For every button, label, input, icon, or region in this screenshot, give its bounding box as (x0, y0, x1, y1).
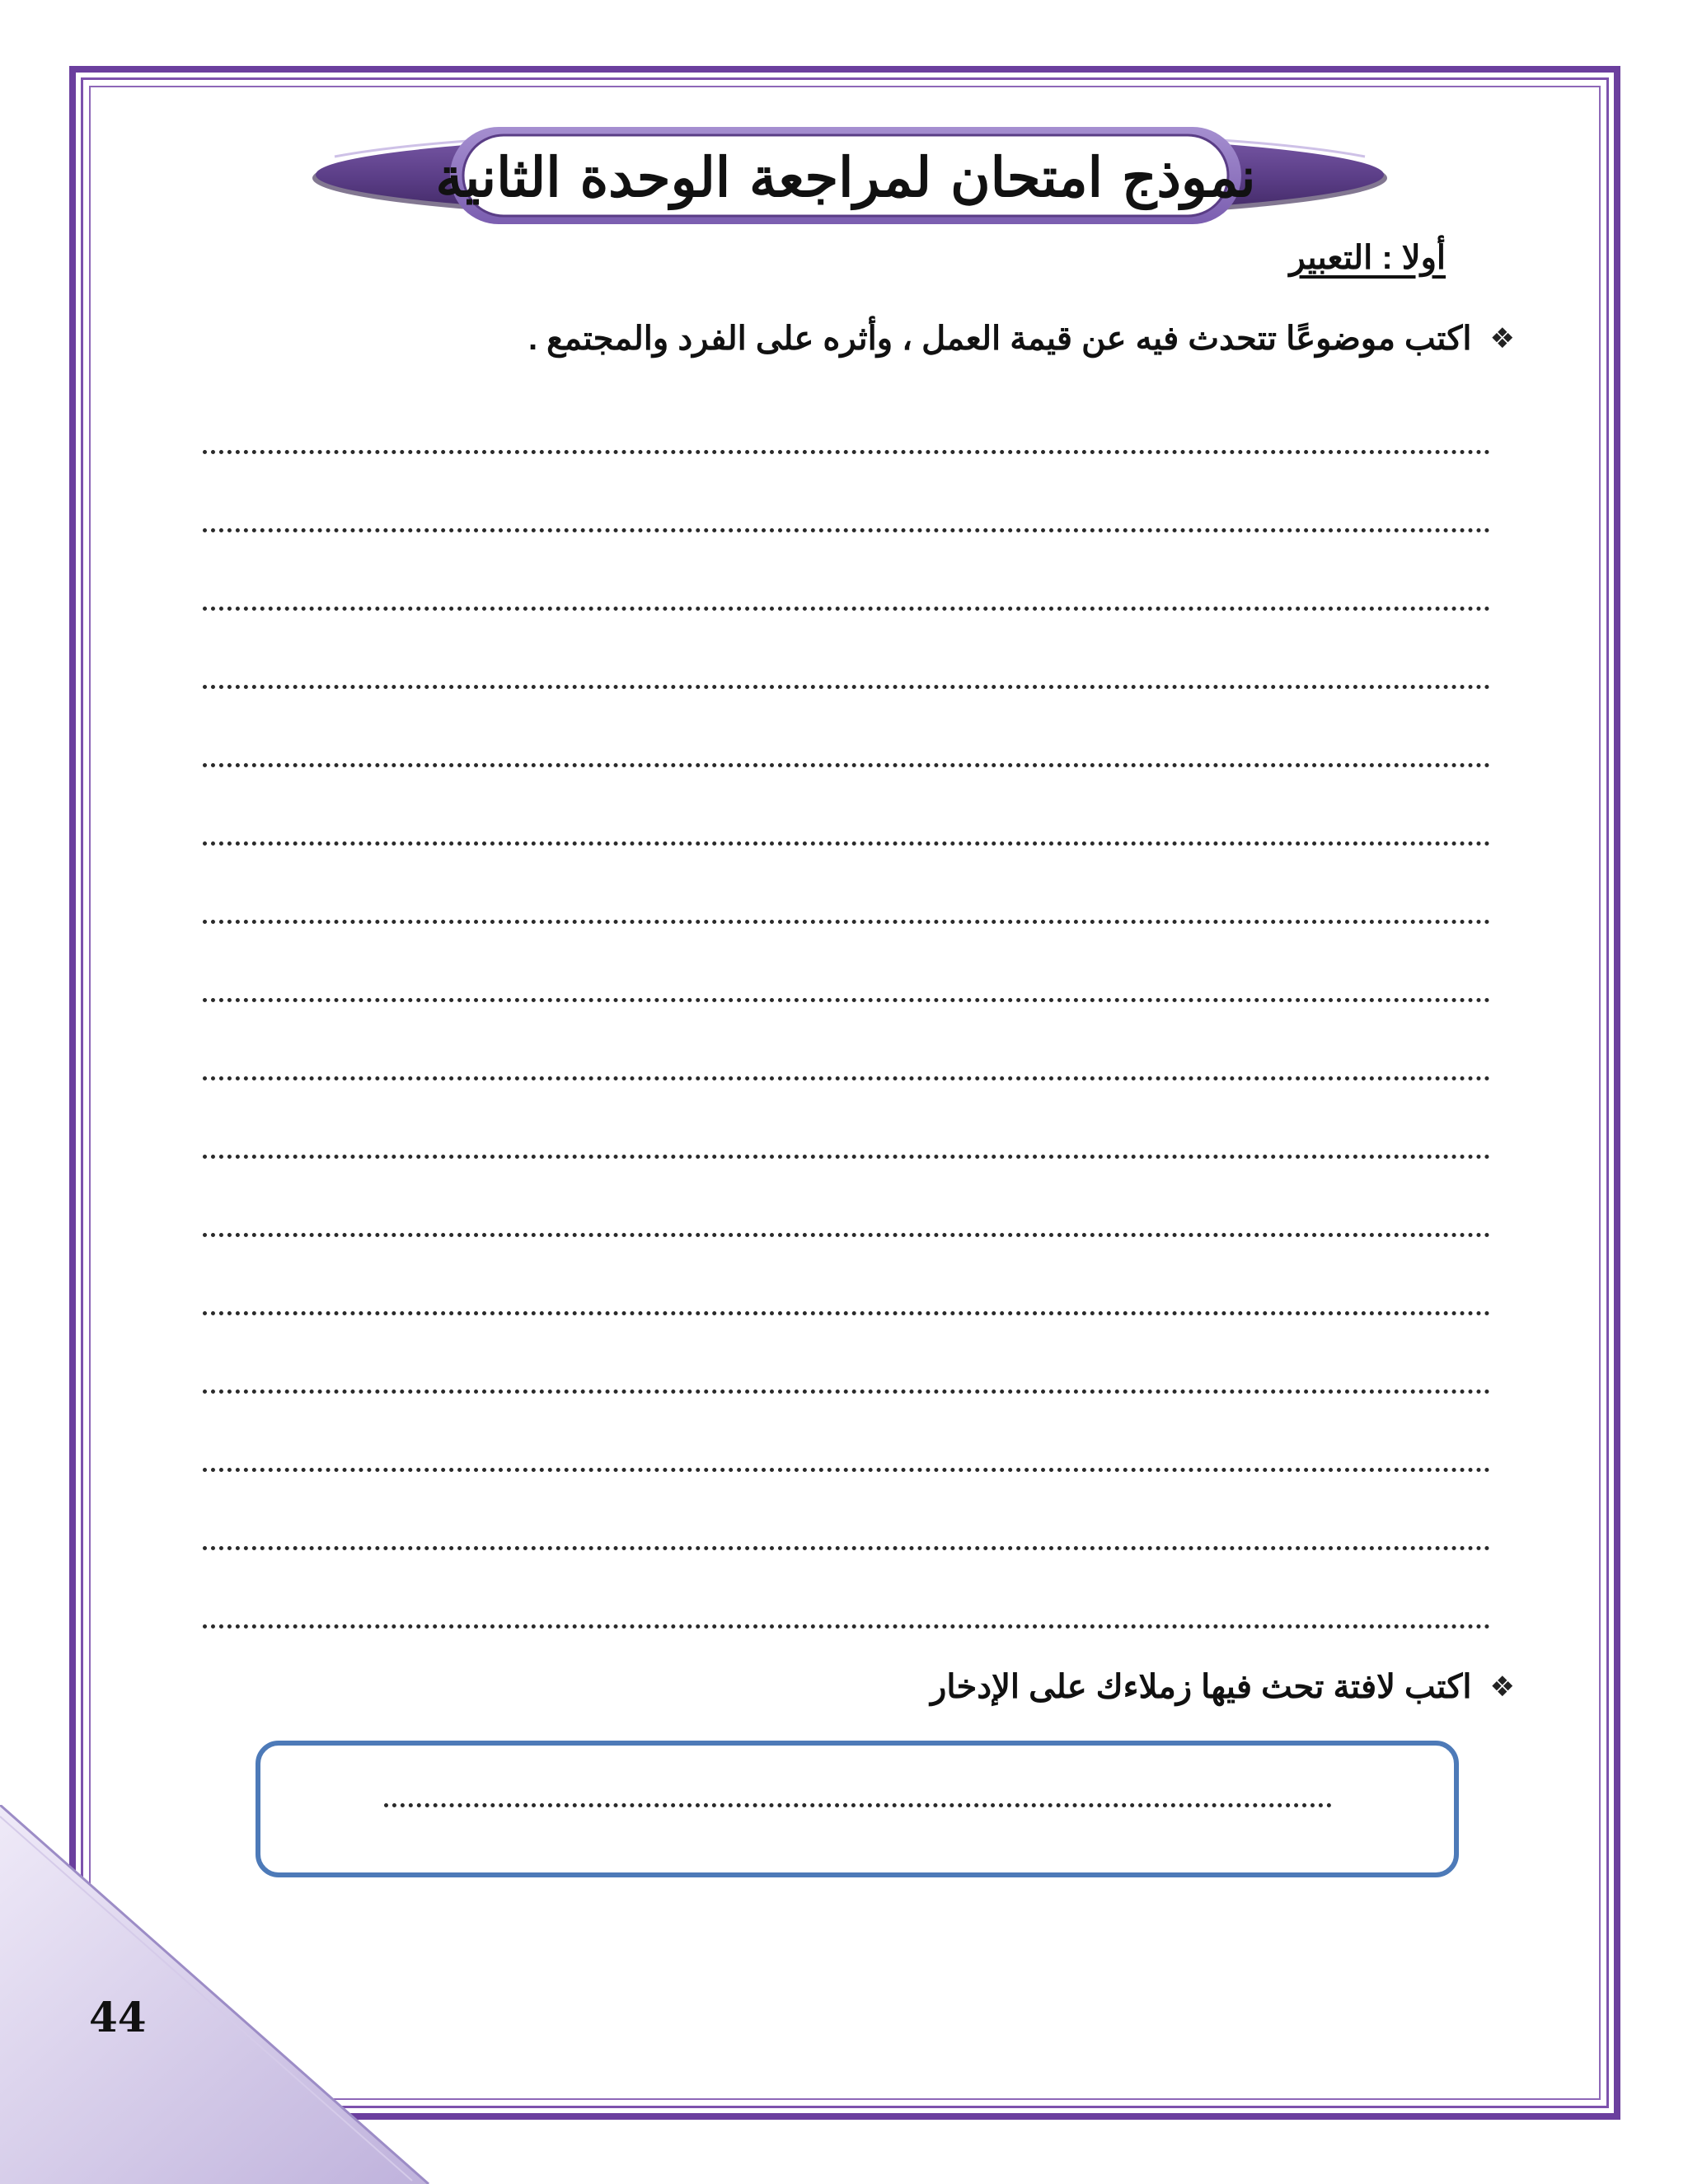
section-heading: أولا : التعبير (1289, 240, 1446, 276)
answer-line[interactable] (203, 607, 1490, 611)
answer-line[interactable] (203, 528, 1490, 532)
question-2-text: اكتب لافتة تحث فيها زملاءك على الإدخار (931, 1669, 1472, 1705)
title-banner (310, 124, 1390, 231)
answer-line[interactable] (203, 763, 1490, 767)
answer-line[interactable] (203, 920, 1490, 924)
diamond-bullet-icon: ❖ (1489, 322, 1515, 355)
slogan-answer-line[interactable] (384, 1803, 1332, 1807)
answer-line[interactable] (203, 998, 1490, 1002)
page-number: 44 (89, 1993, 147, 2041)
question-2 (931, 1668, 1515, 1706)
question-1 (528, 320, 1515, 358)
answer-line[interactable] (203, 450, 1490, 454)
answer-line[interactable] (203, 1233, 1490, 1237)
answer-line[interactable] (203, 841, 1490, 846)
answer-line[interactable] (203, 1076, 1490, 1080)
answer-line[interactable] (203, 1155, 1490, 1159)
page-title: نموذج امتحان لمراجعة الوحدة الثانية (435, 145, 1256, 209)
answer-line[interactable] (203, 1546, 1490, 1550)
answer-line[interactable] (203, 685, 1490, 689)
question-1-text: اكتب موضوعًا تتحدث فيه عن قيمة العمل ، وأثره على الفرد والمجتمع . (528, 321, 1472, 357)
answer-line[interactable] (203, 1390, 1490, 1394)
answer-line[interactable] (203, 1468, 1490, 1472)
answer-line[interactable] (203, 1624, 1490, 1629)
corner-triangle-icon (0, 1805, 445, 2184)
diamond-bullet-icon: ❖ (1489, 1671, 1515, 1704)
answer-line[interactable] (203, 1311, 1490, 1315)
